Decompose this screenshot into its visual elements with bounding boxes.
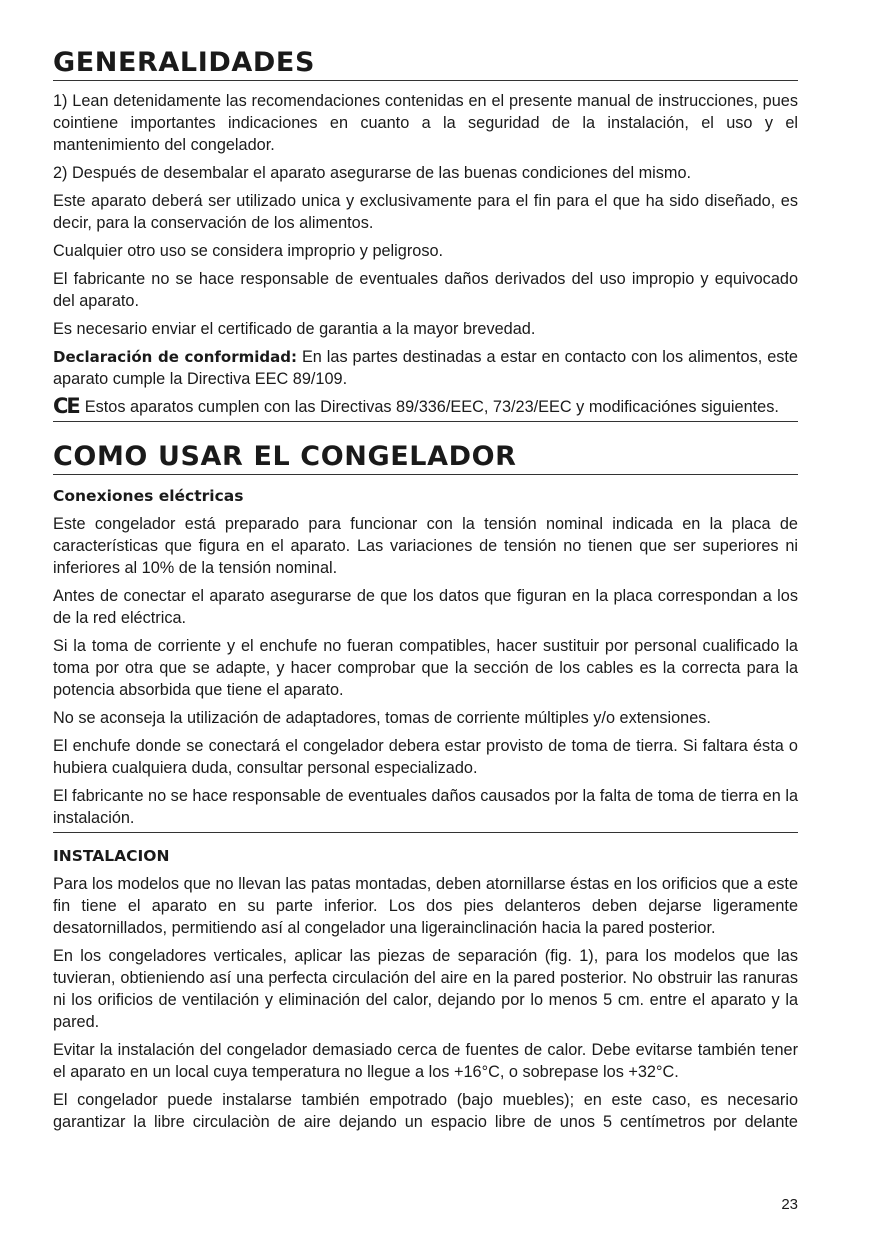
section-title-generalidades: GENERALIDADES [53,46,798,81]
ce-mark-icon: CE [53,394,79,418]
paragraph: 1) Lean detenidamente las recomendaciones contenidas en el presente manual de instrucciones, pues cointiene importantes indicaciones en cuanto a la seguridad de la instalación, el uso y el mantenimiento del congelador. [53,92,798,154]
ce-paragraph [53,396,798,418]
declaration-label: Declaración de conformidad: [53,348,297,366]
declaration-paragraph [53,346,798,390]
generalidades-section [53,90,798,422]
manual-page [53,46,798,1139]
paragraph: El fabricante no se hace responsable de eventuales daños derivados del uso impropio y equivocado del aparato. [53,270,798,310]
section-title-como-usar: COMO USAR EL CONGELADOR [53,440,798,475]
paragraph: Evitar la instalación del congelador demasiado cerca de fuentes de calor. Debe evitarse también tener el aparato en un local cuya temperatura no llegue a los +16°C, o sobrepase los +32°C. [53,1041,798,1081]
paragraph: Si la toma de corriente y el enchufe no fueran compatibles, hacer sustituir por personal cualificado la toma por otra que se adapte, y hacer comprobar que la sección de los cables es la correcta para la potencia absorbida que tiene el aparato. [53,637,798,699]
paragraph: El congelador puede instalarse también empotrado (bajo muebles); en este caso, es necesario garantizar la libre circulaciòn de aire dejando un espacio libre de unos 5 centímetros por delante [53,1091,798,1131]
paragraph: El fabricante no se hace responsable de eventuales daños causados por la falta de toma de tierra en la instalación. [53,787,798,827]
paragraph: Para los modelos que no llevan las patas montadas, deben atornillarse éstas en los orificios que a este fin tiene el aparato en su parte inferior. Los dos pies delanteros deben dejarse ligeramente desatornillados, permitiendo así al congelador una ligerainclinación hacia la pared posterior. [53,875,798,937]
paragraph: El enchufe donde se conectará el congelador debera estar provisto de toma de tierra. Si faltara ésta o hubiera cualquiera duda, consultar personal especializado. [53,737,798,777]
instalacion-section [53,845,798,1133]
paragraph: No se aconseja la utilización de adaptadores, tomas de corriente múltiples y/o extensiones. [53,709,711,727]
declaration-text: En las partes destinadas a estar en contacto con los alimentos, este aparato cumple la Directiva EEC 89/109. [53,348,798,388]
ce-text: Estos aparatos cumplen con las Directivas 89/336/EEC, 73/23/EEC y modificaciónes siguientes. [84,398,779,416]
conexiones-section [53,485,798,833]
subheading-instalacion: INSTALACION [53,847,170,865]
paragraph: Cualquier otro uso se considera improprio y peligroso. [53,242,444,260]
subheading-conexiones: Conexiones eléctricas [53,487,244,505]
paragraph: En los congeladores verticales, aplicar las piezas de separación (fig. 1), para los modelos que las tuvieran, obtieniendo así una perfecta circulación del aire en la pared posterior. No obstruir las ranuras ni los orificios de ventilación y eliminación del calor, dejando por lo menos 5 cm. entre el aparato y la pared. [53,947,798,1031]
paragraph: Este aparato deberá ser utilizado unica y exclusivamente para el fin para el que ha sido diseñado, es decir, para la conservación de los alimentos. [53,192,798,232]
paragraph: Antes de conectar el aparato asegurarse de que los datos que figuran en la placa correspondan a los de la red eléctrica. [53,587,798,627]
paragraph: Es necesario enviar el certificado de garantia a la mayor brevedad. [53,320,536,338]
page-number: 23 [781,1196,798,1213]
paragraph: Este congelador está preparado para funcionar con la tensión nominal indicada en la placa de características que figura en el aparato. Las variaciones de tensión no tienen que ser superiores ni inferiores al 10% de la tensión nominal. [53,515,798,577]
paragraph: 2) Después de desembalar el aparato asegurarse de las buenas condiciones del mismo. [53,164,692,182]
